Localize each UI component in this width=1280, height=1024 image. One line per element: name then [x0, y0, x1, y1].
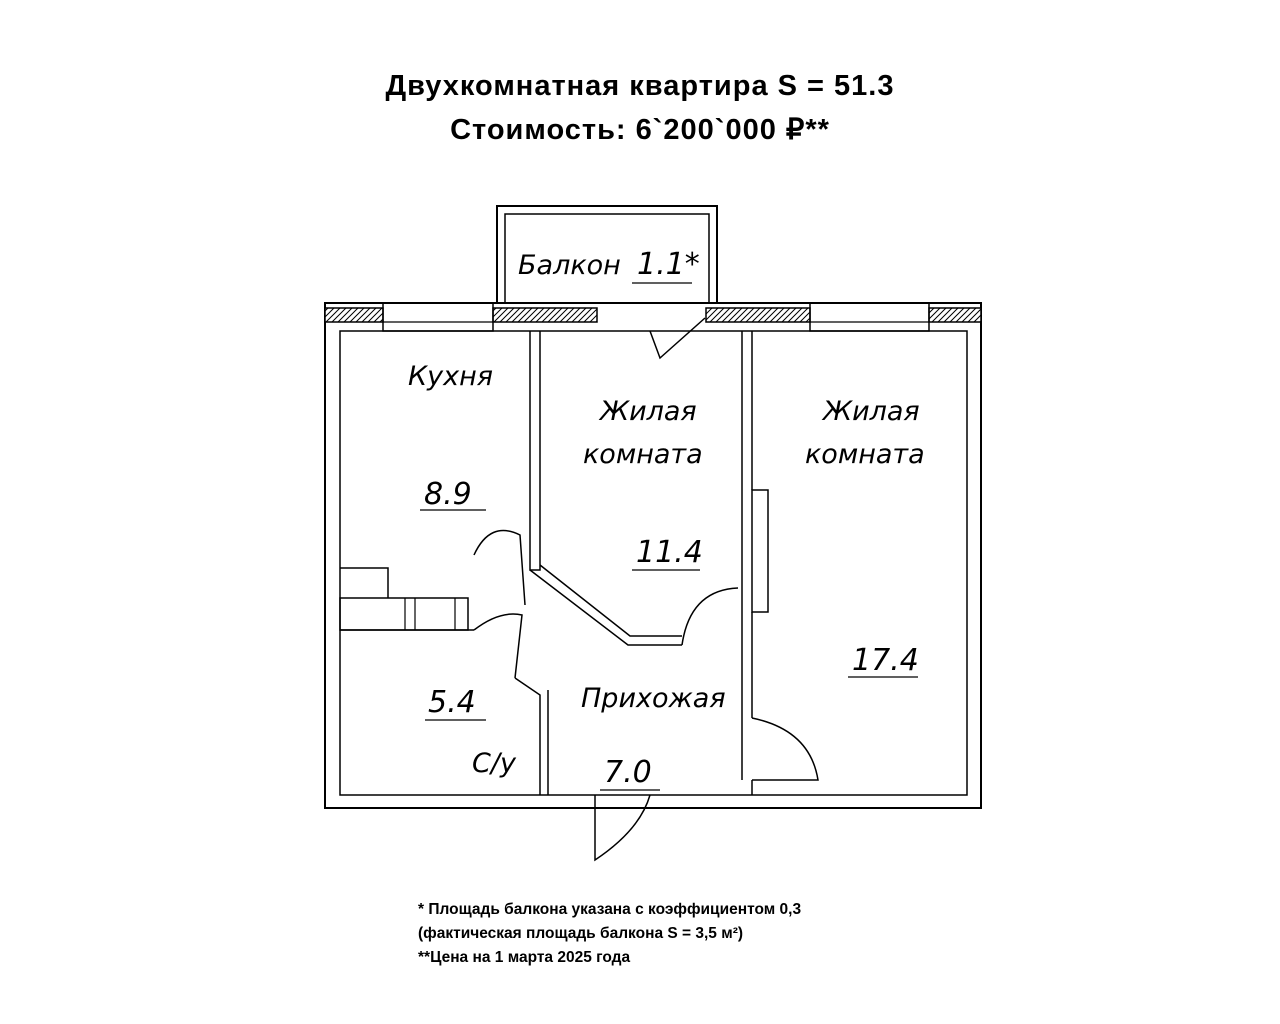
balcony-area: 1.1* [637, 247, 700, 282]
living2-name-line1: Жилая [823, 396, 920, 427]
footnote-balcony-actual-area: (фактическая площадь балкона S = 3,5 м²) [418, 925, 744, 942]
living1-name-line2: комната [583, 439, 703, 470]
wall-living1-diagonal [530, 570, 682, 645]
window-kitchen [383, 303, 493, 331]
kitchen-name: Кухня [408, 361, 494, 392]
wall-kitchen-living1 [530, 331, 540, 570]
footnote-price-date: **Цена на 1 марта 2025 года [418, 949, 631, 966]
window-living2 [810, 303, 929, 331]
door-living2 [752, 718, 818, 780]
hallway-name: Прихожая [581, 683, 726, 714]
balcony-door [650, 318, 705, 358]
living1-name-line1: Жилая [600, 396, 697, 427]
hallway-area: 7.0 [604, 755, 652, 790]
living2-area: 17.4 [852, 643, 919, 678]
price-title: Стоимость: 6`200`000 ₽** [450, 114, 830, 146]
footnote-balcony-coefficient: * Площадь балкона указана с коэффициентом 0,3 [418, 901, 802, 918]
hatched-wall-mid-left [493, 308, 597, 322]
plan-title: Двухкомнатная квартира S = 51.3 [385, 70, 895, 102]
balcony-name: Балкон [518, 250, 621, 281]
kitchen-area: 8.9 [424, 477, 472, 512]
footnotes [418, 898, 801, 970]
living2-name-line2: комната [805, 439, 925, 470]
bathroom-area: 5.4 [428, 685, 476, 720]
hatched-wall-right [929, 308, 981, 322]
closet [752, 490, 768, 612]
door-kitchen [474, 531, 525, 606]
door-bathroom [474, 614, 522, 678]
door-living1 [682, 588, 738, 645]
bathroom-name: С/у [472, 748, 516, 779]
entry-door [595, 795, 650, 860]
living1-area: 11.4 [636, 535, 703, 570]
kitchen-cabinet [340, 598, 468, 630]
hatched-wall-mid-right [706, 308, 810, 322]
hatched-wall-left [325, 308, 383, 322]
wall-bathroom [515, 678, 540, 795]
